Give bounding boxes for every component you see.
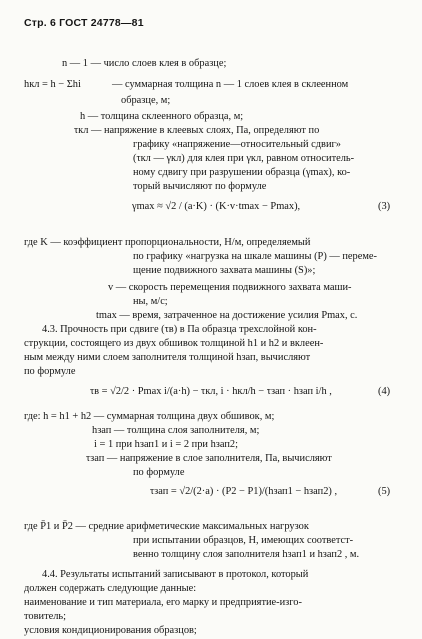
def-tau-kl-d: ному сдвигу при разрушении образца (γmax), ко- xyxy=(133,167,351,178)
page-header: Стр. 6 ГОСТ 24778—81 xyxy=(24,17,144,29)
def-tau-kl-a: τкл — напряжение в клеевых слоях, Па, определяют по xyxy=(74,125,320,136)
where1-v-cont: ны, м/с; xyxy=(133,296,168,307)
where1-k-c: щение подвижного захвата машины (S)»; xyxy=(133,265,316,276)
where2-hzap: hзап — толщина слоя заполнителя, м; xyxy=(92,425,260,436)
where2-h: где: h = h1 + h2 — суммарная толщина двух обшивок, м; xyxy=(24,411,275,422)
para-4-4-d: товитель; xyxy=(24,611,67,622)
equation-number-4: (4) xyxy=(378,386,391,397)
def-hkl-lhs: hкл = h − Σhi xyxy=(24,79,81,90)
formula-5: τзап = √2/(2·a) · (P2 − P1)/(hзап1 − hзап2) , xyxy=(150,486,338,497)
def-hkl-rhs: — суммарная толщина n — 1 слоев клея в склеенном xyxy=(112,79,349,90)
where1-tmax: tmax — время, затраченное на достижение усилия Pmax, с. xyxy=(96,310,358,321)
where3-p-c: венно толщину слоя заполнителя hзап1 и hзап2 , м. xyxy=(133,549,360,560)
para-4-3-c: ным между ними слоем заполнителя толщиной hзап, вычисляют xyxy=(24,352,311,363)
para-4-3-b: струкции, состоящего из двух обшивок толщиной h1 и h2 и вклеен- xyxy=(24,338,324,349)
def-hkl-cont: образце, м; xyxy=(121,95,171,106)
para-4-3-a: 4.3. Прочность при сдвиге (τв) в Па образца трехслойной кон- xyxy=(42,324,317,335)
para-4-4-a: 4.4. Результаты испытаний записывают в протокол, который xyxy=(42,569,309,580)
def-tau-kl-c: (τкл — γкл) для клея при γкл, равном относитель- xyxy=(133,153,355,164)
where2-tau-zap: τзап — напряжение в слое заполнителя, Па, вычисляют xyxy=(86,453,332,464)
def-tau-kl-b: графику «напряжение—относительный сдвиг» xyxy=(133,139,341,150)
where2-i: i = 1 при hзап1 и i = 2 при hзап2; xyxy=(94,439,239,450)
para-4-3-d: по формуле xyxy=(24,366,76,377)
where3-p-b: при испытании образцов, Н, имеющих соответст- xyxy=(133,535,354,546)
def-n-layers: n — 1 — число слоев клея в образце; xyxy=(62,58,227,69)
where1-k-b: по графику «нагрузка на шкале машины (P) — переме- xyxy=(133,251,377,262)
equation-number-5: (5) xyxy=(378,486,391,497)
where1-k: где K — коэффициент пропорциональности, Н/м, определяемый xyxy=(24,237,311,248)
para-4-4-b: должен содержать следующие данные: xyxy=(24,583,197,594)
para-4-4-c: наименование и тип материала, его марку и предприятие-изго- xyxy=(24,597,302,608)
equation-number-3: (3) xyxy=(378,201,391,212)
where3-p: где P̄1 и P̄2 — средние арифметические максимальных нагрузок xyxy=(24,521,309,532)
formula-3: γmax ≈ √2 / (a·K) · (K·v·tmax − Pmax), xyxy=(132,201,301,212)
def-h: h — толщина склеенного образца, м; xyxy=(80,111,244,122)
where2-tau-zap-cont: по формуле xyxy=(133,467,185,478)
para-4-4-e: условия кондиционирования образцов; xyxy=(24,625,197,636)
where1-v: v — скорость перемещения подвижного захвата маши- xyxy=(108,282,352,293)
def-tau-kl-e: торый вычисляют по формуле xyxy=(133,181,267,192)
formula-4: τв = √2/2 · Pmax i/(a·h) − τкл, i · hкл/h − τзап · hзап i/h , xyxy=(90,386,332,397)
